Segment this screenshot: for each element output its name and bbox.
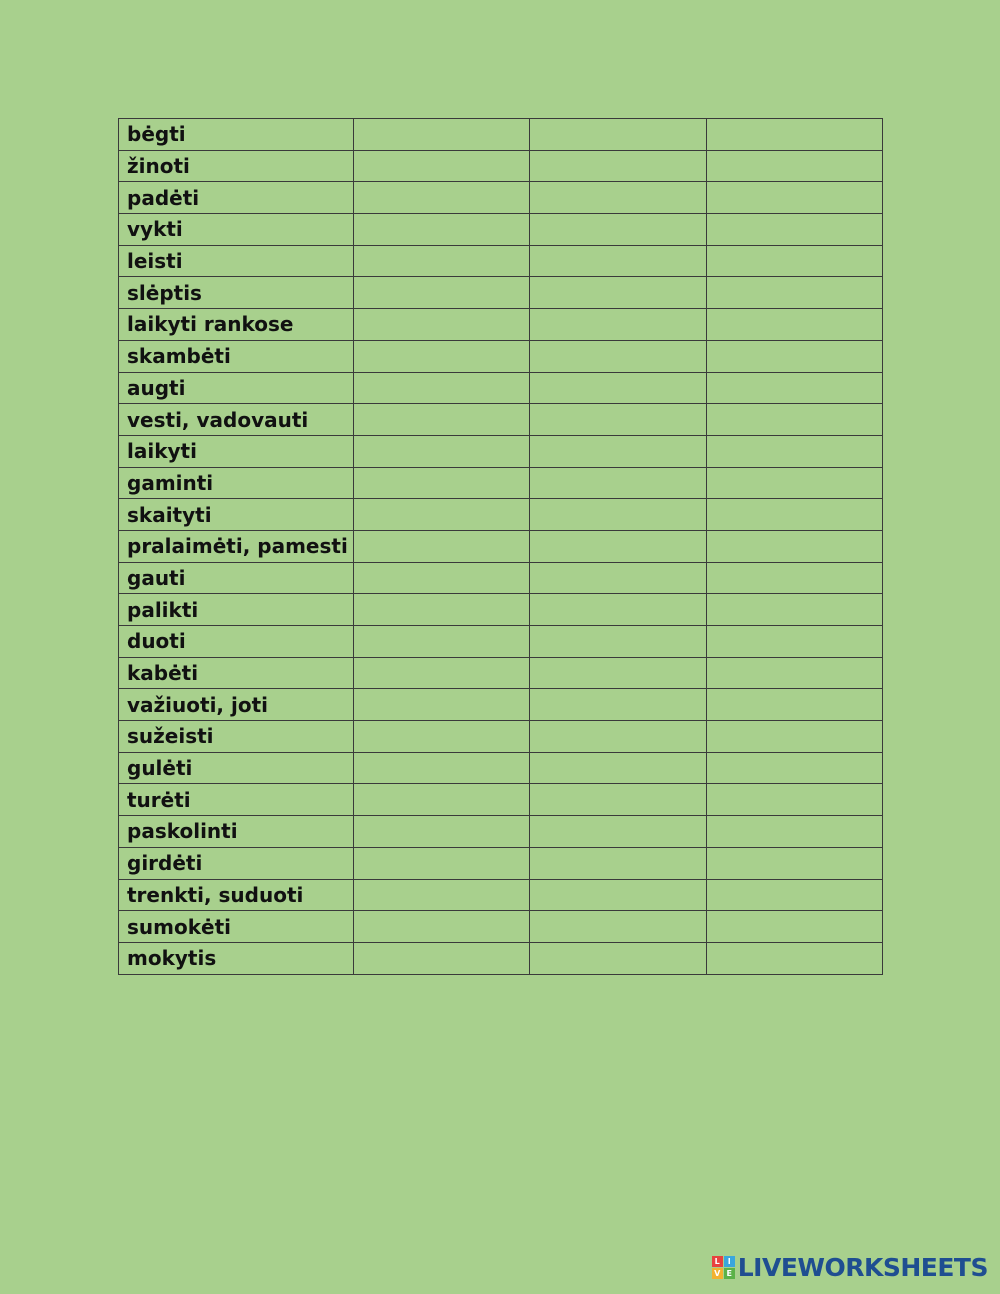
table-row bbox=[119, 182, 883, 214]
verb-cell: vykti bbox=[119, 214, 354, 246]
answer-cell-3[interactable] bbox=[707, 214, 883, 246]
answer-cell-2[interactable] bbox=[530, 530, 707, 562]
verb-cell: augti bbox=[119, 372, 354, 404]
answer-cell-3[interactable] bbox=[707, 530, 883, 562]
verb-cell: vesti, vadovauti bbox=[119, 404, 354, 436]
answer-cell-1[interactable] bbox=[354, 530, 530, 562]
answer-cell-1[interactable] bbox=[354, 467, 530, 499]
table-row bbox=[119, 689, 883, 721]
answer-cell-2[interactable] bbox=[530, 879, 707, 911]
verb-cell: žinoti bbox=[119, 150, 354, 182]
answer-cell-1[interactable] bbox=[354, 435, 530, 467]
verb-cell: mokytis bbox=[119, 942, 354, 974]
table-row bbox=[119, 372, 883, 404]
logo-letter: I bbox=[724, 1256, 735, 1267]
answer-cell-3[interactable] bbox=[707, 626, 883, 658]
answer-cell-2[interactable] bbox=[530, 467, 707, 499]
verb-cell: laikyti bbox=[119, 435, 354, 467]
answer-cell-2[interactable] bbox=[530, 911, 707, 943]
answer-cell-3[interactable] bbox=[707, 911, 883, 943]
answer-cell-2[interactable] bbox=[530, 689, 707, 721]
answer-cell-3[interactable] bbox=[707, 150, 883, 182]
verb-cell: gauti bbox=[119, 562, 354, 594]
liveworksheets-logo-icon bbox=[712, 1256, 735, 1279]
table-row bbox=[119, 911, 883, 943]
answer-cell-1[interactable] bbox=[354, 784, 530, 816]
answer-cell-3[interactable] bbox=[707, 847, 883, 879]
answer-cell-2[interactable] bbox=[530, 784, 707, 816]
answer-cell-3[interactable] bbox=[707, 404, 883, 436]
answer-cell-2[interactable] bbox=[530, 847, 707, 879]
answer-cell-3[interactable] bbox=[707, 721, 883, 753]
answer-cell-2[interactable] bbox=[530, 752, 707, 784]
answer-cell-3[interactable] bbox=[707, 467, 883, 499]
answer-cell-3[interactable] bbox=[707, 879, 883, 911]
answer-cell-2[interactable] bbox=[530, 816, 707, 848]
answer-cell-3[interactable] bbox=[707, 119, 883, 151]
brand-name: LIVEWORKSHEETS bbox=[737, 1253, 988, 1282]
answer-cell-3[interactable] bbox=[707, 340, 883, 372]
answer-cell-3[interactable] bbox=[707, 435, 883, 467]
answer-cell-1[interactable] bbox=[354, 721, 530, 753]
verb-cell: pralaimėti, pamesti bbox=[119, 530, 354, 562]
verb-cell: duoti bbox=[119, 626, 354, 658]
verb-cell: bėgti bbox=[119, 119, 354, 151]
answer-cell-2[interactable] bbox=[530, 404, 707, 436]
table-row bbox=[119, 150, 883, 182]
answer-cell-2[interactable] bbox=[530, 942, 707, 974]
answer-cell-1[interactable] bbox=[354, 689, 530, 721]
table-row bbox=[119, 435, 883, 467]
verb-cell: važiuoti, joti bbox=[119, 689, 354, 721]
table-row bbox=[119, 816, 883, 848]
answer-cell-2[interactable] bbox=[530, 340, 707, 372]
table-row bbox=[119, 942, 883, 974]
answer-cell-2[interactable] bbox=[530, 594, 707, 626]
answer-cell-2[interactable] bbox=[530, 214, 707, 246]
answer-cell-3[interactable] bbox=[707, 784, 883, 816]
answer-cell-1[interactable] bbox=[354, 404, 530, 436]
verb-cell: sužeisti bbox=[119, 721, 354, 753]
table-row bbox=[119, 847, 883, 879]
answer-cell-1[interactable] bbox=[354, 752, 530, 784]
answer-cell-3[interactable] bbox=[707, 245, 883, 277]
answer-cell-1[interactable] bbox=[354, 942, 530, 974]
verb-cell: slėptis bbox=[119, 277, 354, 309]
answer-cell-2[interactable] bbox=[530, 277, 707, 309]
answer-cell-1[interactable] bbox=[354, 499, 530, 531]
table-row bbox=[119, 309, 883, 341]
answer-cell-1[interactable] bbox=[354, 277, 530, 309]
answer-cell-2[interactable] bbox=[530, 721, 707, 753]
answer-cell-1[interactable] bbox=[354, 245, 530, 277]
table-row bbox=[119, 594, 883, 626]
verb-cell: gaminti bbox=[119, 467, 354, 499]
table-row bbox=[119, 784, 883, 816]
answer-cell-1[interactable] bbox=[354, 594, 530, 626]
answer-cell-3[interactable] bbox=[707, 942, 883, 974]
verb-cell: sumokėti bbox=[119, 911, 354, 943]
answer-cell-1[interactable] bbox=[354, 119, 530, 151]
answer-cell-3[interactable] bbox=[707, 816, 883, 848]
answer-cell-3[interactable] bbox=[707, 689, 883, 721]
answer-cell-1[interactable] bbox=[354, 150, 530, 182]
table-row bbox=[119, 499, 883, 531]
verb-cell: leisti bbox=[119, 245, 354, 277]
answer-cell-3[interactable] bbox=[707, 594, 883, 626]
verb-cell: girdėti bbox=[119, 847, 354, 879]
verb-cell: skambėti bbox=[119, 340, 354, 372]
table-row bbox=[119, 721, 883, 753]
answer-cell-1[interactable] bbox=[354, 847, 530, 879]
answer-cell-2[interactable] bbox=[530, 182, 707, 214]
answer-cell-2[interactable] bbox=[530, 150, 707, 182]
verb-cell: trenkti, suduoti bbox=[119, 879, 354, 911]
table-row bbox=[119, 657, 883, 689]
answer-cell-2[interactable] bbox=[530, 372, 707, 404]
answer-cell-3[interactable] bbox=[707, 372, 883, 404]
table-row bbox=[119, 467, 883, 499]
answer-cell-1[interactable] bbox=[354, 214, 530, 246]
answer-cell-3[interactable] bbox=[707, 309, 883, 341]
verb-cell: palikti bbox=[119, 594, 354, 626]
answer-cell-1[interactable] bbox=[354, 626, 530, 658]
table-row bbox=[119, 245, 883, 277]
answer-cell-1[interactable] bbox=[354, 182, 530, 214]
answer-cell-2[interactable] bbox=[530, 657, 707, 689]
answer-cell-2[interactable] bbox=[530, 245, 707, 277]
answer-cell-3[interactable] bbox=[707, 499, 883, 531]
answer-cell-1[interactable] bbox=[354, 879, 530, 911]
answer-cell-3[interactable] bbox=[707, 182, 883, 214]
table-row bbox=[119, 562, 883, 594]
table-row bbox=[119, 626, 883, 658]
verb-cell: skaityti bbox=[119, 499, 354, 531]
answer-cell-1[interactable] bbox=[354, 657, 530, 689]
table-row bbox=[119, 340, 883, 372]
answer-cell-1[interactable] bbox=[354, 309, 530, 341]
answer-cell-1[interactable] bbox=[354, 562, 530, 594]
logo-letter: V bbox=[712, 1268, 723, 1279]
verb-cell: turėti bbox=[119, 784, 354, 816]
logo-letter: L bbox=[712, 1256, 723, 1267]
answer-cell-1[interactable] bbox=[354, 340, 530, 372]
table-row bbox=[119, 530, 883, 562]
table-row bbox=[119, 404, 883, 436]
table-row bbox=[119, 277, 883, 309]
table-row bbox=[119, 752, 883, 784]
answer-cell-3[interactable] bbox=[707, 752, 883, 784]
answer-cell-1[interactable] bbox=[354, 372, 530, 404]
table-row bbox=[119, 214, 883, 246]
liveworksheets-brand bbox=[712, 1253, 988, 1282]
answer-cell-1[interactable] bbox=[354, 816, 530, 848]
answer-cell-2[interactable] bbox=[530, 626, 707, 658]
verb-table-body bbox=[119, 119, 883, 975]
answer-cell-2[interactable] bbox=[530, 119, 707, 151]
table-row bbox=[119, 879, 883, 911]
verb-table bbox=[118, 118, 883, 975]
answer-cell-2[interactable] bbox=[530, 309, 707, 341]
answer-cell-1[interactable] bbox=[354, 911, 530, 943]
logo-letter: E bbox=[724, 1268, 735, 1279]
verb-cell: padėti bbox=[119, 182, 354, 214]
answer-cell-2[interactable] bbox=[530, 435, 707, 467]
table-row bbox=[119, 119, 883, 151]
answer-cell-3[interactable] bbox=[707, 562, 883, 594]
answer-cell-2[interactable] bbox=[530, 562, 707, 594]
verb-cell: paskolinti bbox=[119, 816, 354, 848]
verb-cell: gulėti bbox=[119, 752, 354, 784]
answer-cell-3[interactable] bbox=[707, 657, 883, 689]
verb-cell: kabėti bbox=[119, 657, 354, 689]
verb-cell: laikyti rankose bbox=[119, 309, 354, 341]
answer-cell-3[interactable] bbox=[707, 277, 883, 309]
answer-cell-2[interactable] bbox=[530, 499, 707, 531]
